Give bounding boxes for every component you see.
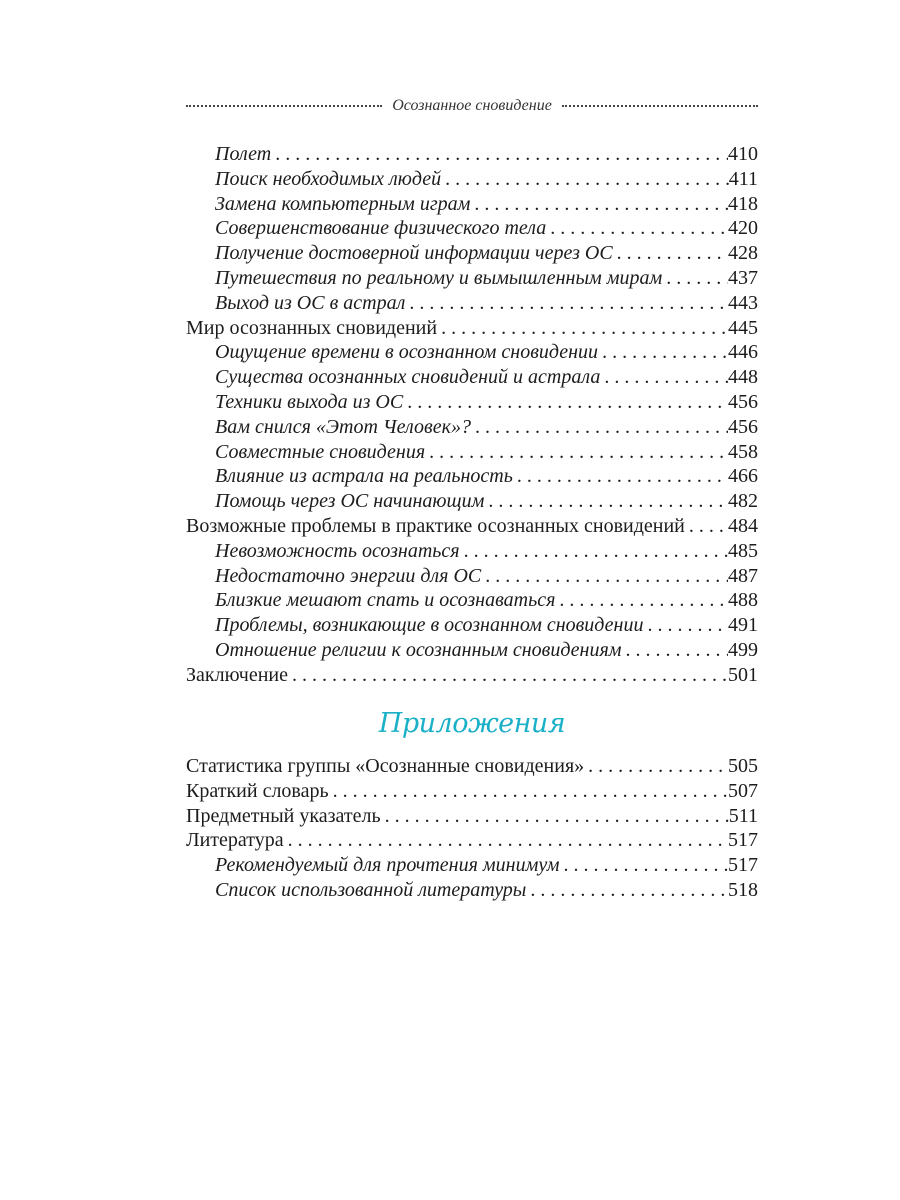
toc-entry-page-number: 445 xyxy=(728,316,758,339)
running-header-title: Осознанное сновидение xyxy=(392,97,552,114)
toc-entry-title: Проблемы, возникающие в осознанном сновидении xyxy=(215,614,644,637)
toc-entry[interactable] xyxy=(186,167,758,192)
toc-entry[interactable] xyxy=(186,464,758,489)
toc-entry[interactable] xyxy=(186,241,758,266)
dot-leader xyxy=(559,853,728,878)
toc-entry-page-number: 487 xyxy=(728,564,758,587)
running-header xyxy=(186,94,758,118)
toc-entry-page-number: 491 xyxy=(728,614,758,637)
dot-leader xyxy=(481,564,728,589)
toc-entry-page-number: 458 xyxy=(728,440,758,463)
dot-leader xyxy=(685,514,728,539)
toc-entry[interactable] xyxy=(186,142,758,167)
toc-entry-title: Недостаточно энергии для ОС xyxy=(215,564,482,587)
toc-entry-title: Полет xyxy=(215,143,272,165)
toc-entry[interactable] xyxy=(186,828,758,853)
toc-entry-page-number: 466 xyxy=(728,465,758,488)
toc-entry[interactable] xyxy=(186,539,758,564)
dot-leader xyxy=(284,828,728,853)
toc-entry-page-number: 488 xyxy=(728,589,758,612)
dot-leader xyxy=(405,291,728,316)
toc-entry-title: Ощущение времени в осознанном сновидении xyxy=(215,341,599,364)
toc-entry-page-number: 418 xyxy=(728,192,758,215)
dot-leader xyxy=(460,539,728,564)
toc-entry-title: Невозможность осознаться xyxy=(215,539,460,562)
toc-entry[interactable] xyxy=(186,489,758,514)
toc-entry-page-number: 446 xyxy=(728,341,758,364)
toc-entry-title: Отношение религии к осознанным сновидениям xyxy=(215,638,622,661)
toc-entry-title: Рекомендуемый для прочтения минимум xyxy=(215,854,560,877)
toc-entry-page-number: 420 xyxy=(728,217,758,240)
toc-entry[interactable] xyxy=(186,340,758,365)
toc-entry[interactable] xyxy=(186,390,758,415)
toc-entry-page-number: 501 xyxy=(728,663,758,686)
toc-entry-page-number: 484 xyxy=(728,514,758,537)
toc-entry-title: Возможные проблемы в практике осознанных сновидений xyxy=(186,514,685,537)
dot-leader xyxy=(271,142,728,167)
toc-entry[interactable] xyxy=(186,878,758,903)
toc-entry[interactable] xyxy=(186,853,758,878)
toc-entry-page-number: 485 xyxy=(728,539,758,562)
toc-entry[interactable] xyxy=(186,514,758,539)
dot-leader xyxy=(381,804,729,829)
toc-entry-page-number: 482 xyxy=(728,490,758,513)
toc-entry[interactable] xyxy=(186,564,758,589)
dot-leader xyxy=(546,216,728,241)
toc-entry-title: Предметный указатель xyxy=(186,804,381,827)
toc-entry-title: Поиск необходимых людей xyxy=(215,167,442,190)
dot-leader xyxy=(288,663,728,688)
dot-leader xyxy=(662,266,728,291)
dot-leader xyxy=(526,878,728,903)
toc-entry-title: Близкие мешают спать и осознаваться xyxy=(215,589,556,612)
dot-leader xyxy=(471,415,728,440)
header-dotted-rule-left xyxy=(186,105,382,107)
toc-entry-page-number: 411 xyxy=(728,167,758,190)
dot-leader xyxy=(613,241,728,266)
toc-entry-page-number: 428 xyxy=(728,242,758,265)
toc-entry-title: Влияние из астрала на реальность xyxy=(215,465,513,488)
toc-entry-title: Выход из ОС в астрал xyxy=(215,291,406,314)
toc-entry[interactable] xyxy=(186,365,758,390)
toc-entry[interactable] xyxy=(186,316,758,341)
dot-leader xyxy=(600,365,728,390)
toc-entry-page-number: 505 xyxy=(728,755,758,777)
toc-entry-title: Замена компьютерным играм xyxy=(215,192,471,215)
toc-entry-title: Заключение xyxy=(186,663,288,686)
toc-entry[interactable] xyxy=(186,440,758,465)
toc-entry-page-number: 448 xyxy=(728,366,758,389)
toc-entry-title: Существа осознанных сновидений и астрала xyxy=(215,366,601,389)
toc-entry[interactable] xyxy=(186,291,758,316)
toc-entry[interactable] xyxy=(186,192,758,217)
table-of-contents xyxy=(186,142,758,688)
toc-entry-title: Помощь через ОС начинающим xyxy=(215,490,485,513)
toc-entry-title: Техники выхода из ОС xyxy=(215,390,404,413)
toc-entry-page-number: 410 xyxy=(728,143,758,165)
toc-entry[interactable] xyxy=(186,804,758,829)
toc-entry-page-number: 518 xyxy=(728,878,758,901)
dot-leader xyxy=(484,489,728,514)
toc-entry[interactable] xyxy=(186,216,758,241)
toc-entry[interactable] xyxy=(186,415,758,440)
appendix-heading: Приложения xyxy=(378,708,566,739)
toc-entry[interactable] xyxy=(186,266,758,291)
toc-entry-page-number: 517 xyxy=(728,829,758,852)
toc-entry-page-number: 511 xyxy=(728,804,758,827)
toc-entry-page-number: 456 xyxy=(728,415,758,438)
dot-leader xyxy=(584,754,728,779)
toc-entry-page-number: 456 xyxy=(728,390,758,413)
toc-entry-title: Совершенствование физического тела xyxy=(215,217,547,240)
toc-entry-page-number: 443 xyxy=(728,291,758,314)
dot-leader xyxy=(555,588,728,613)
dot-leader xyxy=(513,464,728,489)
dot-leader xyxy=(470,192,728,217)
toc-entry-title: Вам снился «Этот Человек»? xyxy=(215,415,471,438)
dot-leader xyxy=(425,440,728,465)
dot-leader xyxy=(643,613,728,638)
toc-entry-page-number: 437 xyxy=(728,266,758,289)
toc-entry[interactable] xyxy=(186,638,758,663)
dot-leader xyxy=(622,638,728,663)
toc-entry[interactable] xyxy=(186,663,758,688)
toc-entry[interactable] xyxy=(186,754,758,779)
toc-entry-title: Совместные сновидения xyxy=(215,440,426,463)
toc-entry-title: Путешествия по реальному и вымышленным мирам xyxy=(215,266,663,289)
dot-leader xyxy=(437,316,728,341)
toc-entry-title: Мир осознанных сновидений xyxy=(186,316,438,339)
toc-entry-page-number: 507 xyxy=(728,779,758,802)
toc-entry-title: Статистика группы «Осознанные сновидения» xyxy=(186,755,585,777)
dot-leader xyxy=(441,167,729,192)
toc-entry[interactable] xyxy=(186,779,758,804)
header-dotted-rule-right xyxy=(562,105,758,107)
dot-leader xyxy=(329,779,728,804)
toc-entry[interactable] xyxy=(186,588,758,613)
toc-entry-page-number: 499 xyxy=(728,638,758,661)
toc-entry-title: Список использованной литературы xyxy=(215,878,527,901)
dot-leader xyxy=(403,390,728,415)
dot-leader xyxy=(598,340,728,365)
appendix-contents xyxy=(186,754,758,903)
toc-entry-title: Литература xyxy=(186,829,284,852)
toc-entry[interactable] xyxy=(186,613,758,638)
toc-entry-title: Краткий словарь xyxy=(186,779,329,802)
toc-entry-title: Получение достоверной информации через ОС xyxy=(215,242,613,265)
toc-entry-page-number: 517 xyxy=(728,854,758,877)
